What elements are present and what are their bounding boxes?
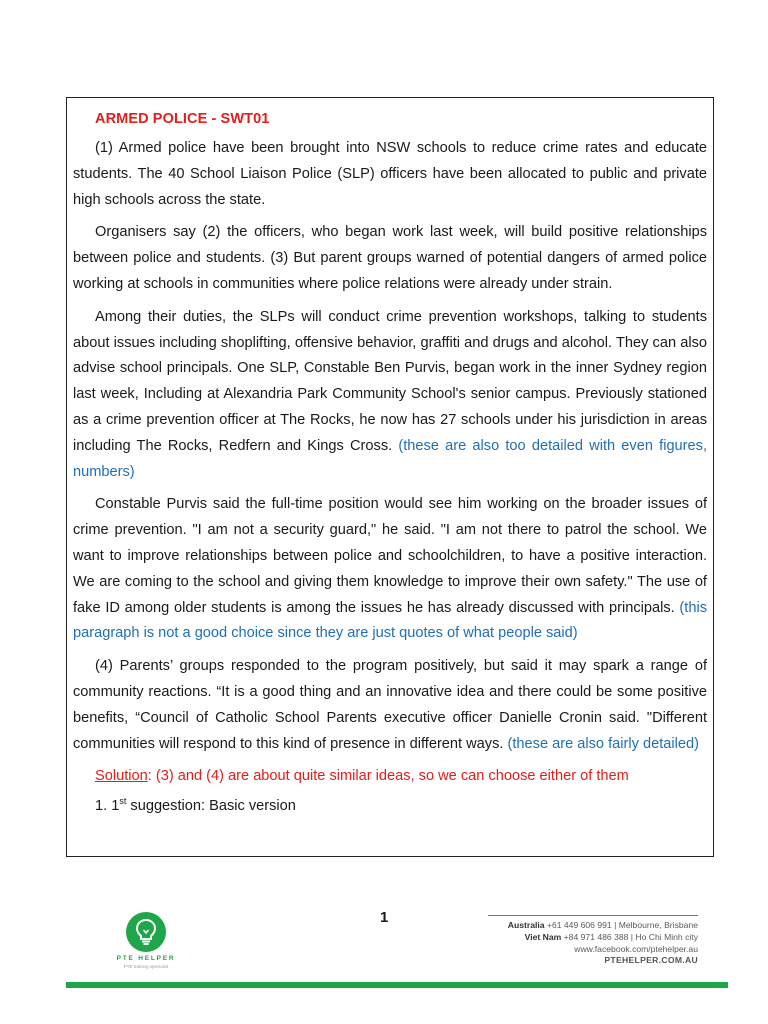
paragraph-3-note: (these are also too detailed with even figures, numbers) (73, 437, 707, 480)
suggestion-text: suggestion: Basic version (126, 798, 296, 815)
document-title: ARMED POLICE - SWT01 (95, 111, 270, 127)
logo-name: PTE HELPER (116, 955, 176, 962)
suggestion-prefix: 1. 1 (95, 798, 120, 815)
contact-australia-label: Australia (507, 920, 545, 930)
footer-divider (66, 982, 728, 988)
paragraph-1 (73, 136, 707, 213)
contact-australia-text: +61 449 606 991 | Melbourne, Brisbane (544, 920, 698, 930)
suggestion-sup: st (119, 796, 127, 807)
contact-vietnam (488, 932, 698, 944)
contact-vietnam-text: +84 971 486 388 | Ho Chi Minh city (561, 931, 698, 942)
paragraph-2-text: Organisers say (2) the officers, who began work last week, will build positive relationships between police and students. (3) But parent groups warned of potential dangers of armed police working at schools in communities where police relations were already under strain. (73, 224, 707, 292)
contact-website[interactable]: PTEHELPER.COM.AU (604, 955, 698, 966)
paragraph-1-text: (1) Armed police have been brought into NSW schools to reduce crime rates and educate students. The 40 School Liaison Police (SLP) officers have been allocated to public and private high schools across the state. (73, 140, 707, 208)
paragraph-3 (73, 305, 707, 486)
paragraph-5 (73, 654, 707, 757)
paragraph-5-text: (4) Parents’ groups responded to the program positively, but said it may spark a range of community reactions. “It is a good thing and an innovative idea and there could be some positive benefits, “Council of Catholic School Parents executive officer Danielle Cronin said. "Different communities will respond to this kind of presence in different ways. (73, 658, 707, 752)
paragraph-4-text: Constable Purvis said the full-time position would see him working on the broader issues of crime prevention. "I am not a security guard," he said. "I am not there to patrol the school. We want to improve relationships between police and schoolchildren, to have a positive interaction. We are coming to the school and giving them knowledge to improve their own safety." The use of fake ID among older students is among the issues he has already discussed with principals. (73, 496, 707, 616)
paragraph-5-note: (these are also fairly detailed) (507, 735, 699, 752)
contact-vietnam-label: Viet Nam (524, 931, 562, 942)
solution-line (95, 764, 707, 790)
paragraph-2 (73, 220, 707, 297)
solution-label: Solution (95, 768, 148, 785)
paragraph-4 (73, 492, 707, 647)
logo-tagline: PTE training specialist (123, 964, 169, 969)
contact-block (488, 915, 698, 967)
page-number: 1 (380, 909, 389, 926)
pte-helper-logo (112, 912, 176, 976)
suggestion-line (95, 794, 707, 820)
paragraph-4-note: (this paragraph is not a good choice since they are just quotes of what people said) (73, 599, 707, 642)
document-box (66, 97, 714, 857)
solution-text: : (3) and (4) are about quite similar ideas, so we can choose either of them (147, 768, 629, 785)
lightbulb-icon (126, 912, 166, 952)
contact-australia (488, 920, 698, 932)
contact-facebook[interactable]: www.facebook.com/ptehelper.au (574, 943, 698, 954)
paragraph-3-text: Among their duties, the SLPs will conduct crime prevention workshops, talking to students about issues including shoplifting, offensive behavior, graffiti and drugs and alcohol. They can also advise school principals. One SLP, Constable Ben Purvis, began work in the inner Sydney region last week, Including at Alexandria Park Community School's senior campus. Previously stationed as a crime prevention officer at The Rocks, he now has 27 schools under his jurisdiction in areas including The Rocks, Redfern and Kings Cross. (73, 308, 707, 454)
